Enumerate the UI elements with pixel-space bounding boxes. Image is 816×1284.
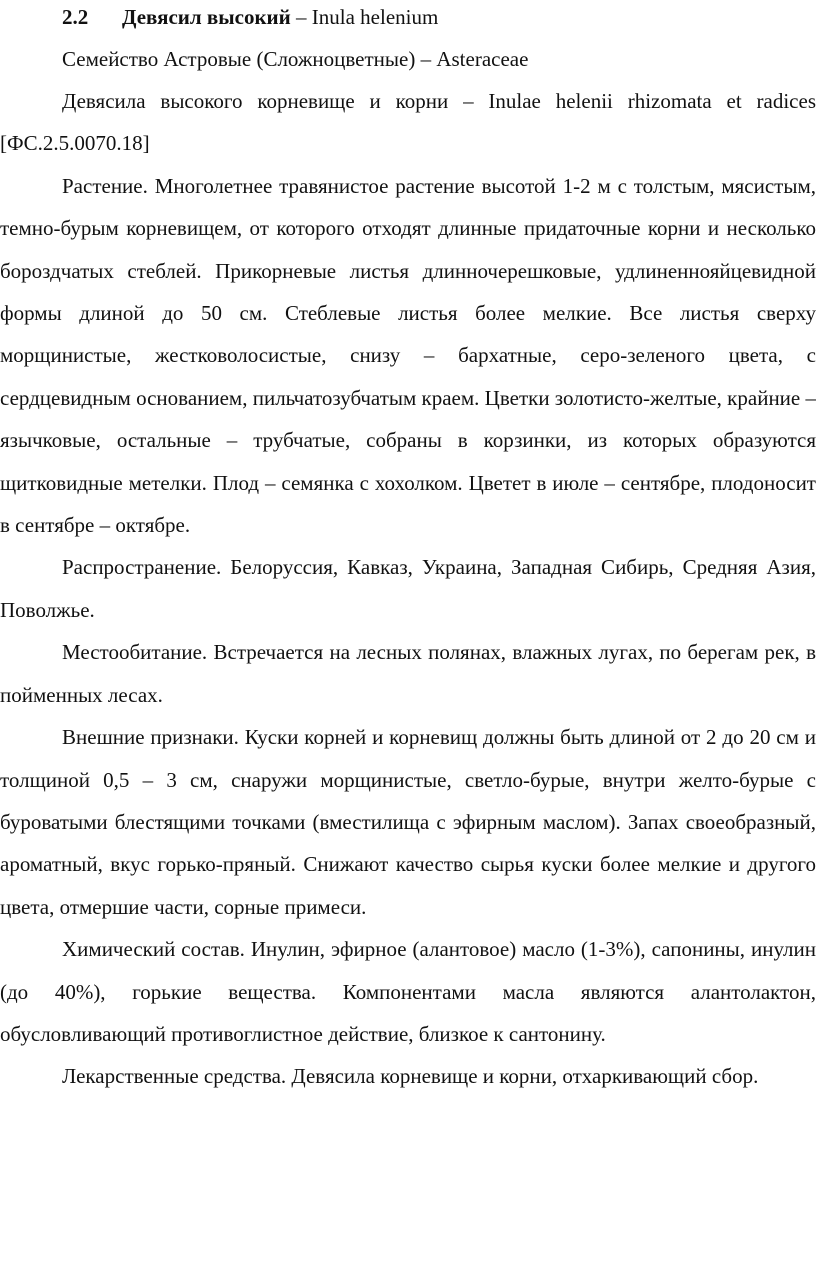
section-latin-name: – Inula helenium [290,5,439,29]
section-heading [62,0,438,38]
paragraph-external-features: Внешние признаки. Куски корней и корневищ должны быть длиной от 2 до 20 см и толщиной 0,5 – 3 см, снаружи морщинистые, светло-бурые, внутри желто-бурые с буроватыми блестящими точками (вместилища с эфирным маслом). Запах своеобразный, ароматный, вкус горько-пряный. Снижают качество сырья куски более мелкие и другого цвета, отмершие части, сорные примеси. [0,725,816,919]
body-text [0,80,816,1098]
paragraph-chemical-composition: Химический состав. Инулин, эфирное (алантовое) масло (1-3%), сапонины, инулин (до 40%), горькие вещества. Компонентами масла являются алантолактон, обусловливающий противоглистное действие, близкое к сантонину. [0,937,816,1046]
family-line: Семейство Астровые (Сложноцветные) – Asteraceae [62,47,529,71]
paragraph-raw-material: Девясила высокого корневище и корни – Inulae helenii rhizomata et radices [ФС.2.5.0070.18] [0,89,816,156]
paragraph-distribution: Распространение. Белоруссия, Кавказ, Украина, Западная Сибирь, Средняя Азия, Поволжье. [0,555,816,622]
section-title: Девясил высокий [122,5,291,29]
paragraph-habitat: Местообитание. Встречается на лесных полянах, влажных лугах, по берегам рек, в пойменных лесах. [0,640,816,707]
paragraph-medicines: Лекарственные средства. Девясила корневище и корни, отхаркивающий сбор. [62,1064,759,1089]
paragraph-plant: Растение. Многолетнее травянистое растение высотой 1-2 м с толстым, мясистым, темно-бурым корневищем, от которого отходят длинные придаточные корни и несколько бороздчатых стеблей. Прикорневые листья длинночерешковые, удлиненнояйцевидной формы длиной до 50 см. Стеблевые листья более мелкие. Все листья сверху морщинистые, жестковолосистые, снизу – бархатные, серо-зеленого цвета, с сердцевидным основанием, пильчатозубчатым краем. Цветки золотисто-желтые, крайние – язычковые, остальные – трубчатые, собраны в корзинки, из которых образуются щитковидные метелки. Плод – семянка с хохолком. Цветет в июле – сентябре, плодоносит в сентябре – октябре. [0,173,816,538]
section-number: 2.2 [62,5,89,29]
